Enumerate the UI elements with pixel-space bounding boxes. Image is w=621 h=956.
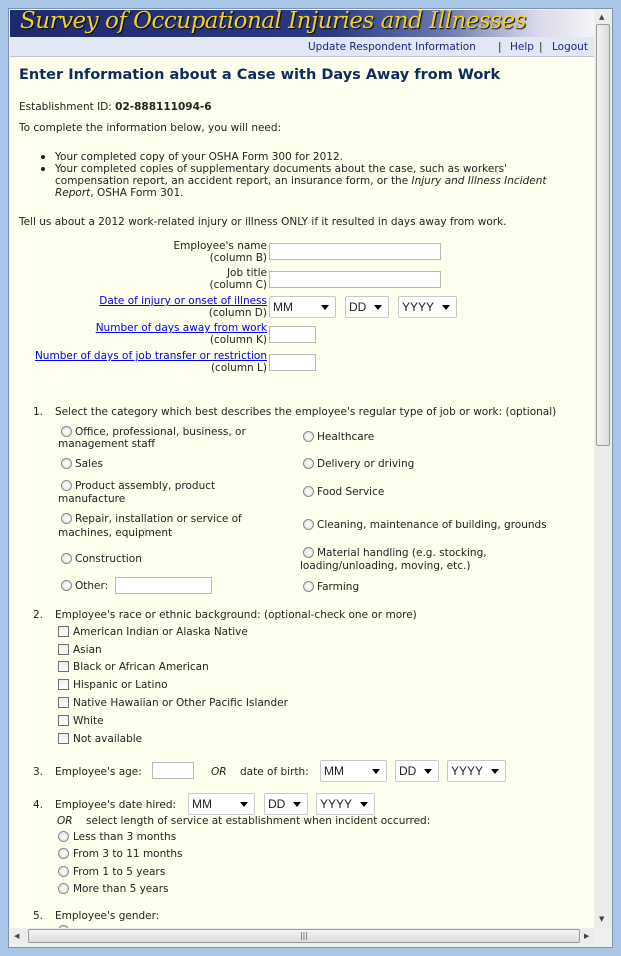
job-sales-radio[interactable] bbox=[61, 458, 72, 469]
question-number: 1. bbox=[33, 406, 44, 418]
nav-separator: | bbox=[539, 41, 543, 53]
bullet-item: Your completed copy of your OSHA Form 300 for 2012. bbox=[55, 151, 343, 163]
option-label: Product assembly, product bbox=[75, 480, 216, 492]
dob-year-select[interactable]: YYYY bbox=[447, 760, 506, 782]
horizontal-scroll-thumb[interactable]: ||| bbox=[28, 929, 580, 943]
option-label: More than 5 years bbox=[73, 883, 169, 895]
injury-month-select[interactable]: MM bbox=[269, 296, 336, 318]
job-delivery-radio[interactable] bbox=[303, 458, 314, 469]
option-label: Hispanic or Latino bbox=[73, 679, 168, 691]
injury-day-select[interactable]: DD bbox=[345, 296, 389, 318]
q3-text: Employee's age: bbox=[55, 766, 142, 778]
banner-title: Survey of Occupational Injuries and Illnesses bbox=[20, 10, 526, 34]
option-label: management staff bbox=[58, 438, 155, 450]
help-link[interactable]: Help bbox=[510, 41, 534, 53]
service-radio[interactable] bbox=[58, 866, 69, 877]
bullet-italic: Injury and Illness Incident bbox=[411, 175, 547, 187]
q1-text: Select the category which best describes the employee's regular type of job or work: (optional) bbox=[55, 406, 557, 418]
option-label: Material handling (e.g. stocking, bbox=[317, 547, 487, 559]
date-of-injury-link[interactable]: Date of injury or onset of illness bbox=[99, 295, 267, 307]
column-label: (column L) bbox=[210, 362, 267, 374]
option-label: White bbox=[73, 715, 104, 727]
hired-day-select[interactable]: DD bbox=[264, 793, 308, 815]
vertical-scrollbar[interactable] bbox=[595, 10, 611, 928]
scroll-down-icon[interactable]: ▼ bbox=[599, 915, 605, 923]
column-label: (column D) bbox=[208, 307, 267, 319]
race-checkbox[interactable] bbox=[58, 715, 69, 726]
scroll-right-icon[interactable]: ▶ bbox=[584, 932, 590, 940]
bullet-text: , OSHA Form 301. bbox=[90, 187, 184, 199]
option-label: Office, professional, business, or bbox=[75, 426, 246, 438]
race-checkbox[interactable] bbox=[58, 679, 69, 690]
question-number: 2. bbox=[33, 609, 44, 621]
job-farming-radio[interactable] bbox=[303, 581, 314, 592]
job-other-input[interactable] bbox=[115, 577, 212, 594]
option-label: Farming bbox=[317, 581, 360, 593]
option-label: Black or African American bbox=[73, 661, 209, 673]
option-label: manufacture bbox=[58, 493, 126, 505]
column-label: (column K) bbox=[209, 334, 267, 346]
bullet-italic: Report bbox=[55, 187, 91, 199]
option-label: American Indian or Alaska Native bbox=[73, 626, 248, 638]
job-title-label: Job title bbox=[226, 267, 267, 279]
employee-name-label: Employee's name bbox=[173, 240, 267, 252]
job-cleaning-radio[interactable] bbox=[303, 519, 314, 530]
days-transfer-input[interactable] bbox=[269, 354, 316, 371]
injury-year-select[interactable]: YYYY bbox=[398, 296, 457, 318]
logout-link[interactable]: Logout bbox=[552, 41, 588, 53]
dob-month-select[interactable]: MM bbox=[320, 760, 387, 782]
establishment-value: 02-888111094-6 bbox=[115, 101, 212, 113]
job-material-radio[interactable] bbox=[303, 547, 314, 558]
option-label: Food Service bbox=[317, 486, 385, 498]
q5-text: Employee's gender: bbox=[55, 910, 160, 922]
option-label: Healthcare bbox=[317, 431, 375, 443]
question-number: 5. bbox=[33, 910, 44, 922]
page-title: Enter Information about a Case with Days Away from Work bbox=[19, 67, 501, 83]
service-radio[interactable] bbox=[58, 883, 69, 894]
question-number: 4. bbox=[33, 799, 44, 811]
job-title-input[interactable] bbox=[269, 271, 441, 288]
job-other-radio[interactable] bbox=[61, 580, 72, 591]
q4-alt-text: select length of service at establishment when incident occurred: bbox=[86, 815, 431, 827]
scroll-left-icon[interactable]: ◀ bbox=[14, 932, 20, 940]
vertical-scroll-thumb[interactable] bbox=[596, 24, 610, 446]
option-label: Less than 3 months bbox=[73, 831, 177, 843]
horizontal-scrollbar[interactable] bbox=[10, 928, 595, 944]
banner bbox=[10, 10, 594, 37]
job-healthcare-radio[interactable] bbox=[303, 431, 314, 442]
race-checkbox[interactable] bbox=[58, 661, 69, 672]
column-label: (column C) bbox=[209, 279, 267, 291]
q4-text: Employee's date hired: bbox=[55, 799, 177, 811]
option-label: Other: bbox=[75, 580, 109, 592]
days-away-input[interactable] bbox=[269, 326, 316, 343]
bullet-icon bbox=[41, 167, 45, 171]
option-label: From 3 to 11 months bbox=[73, 848, 183, 860]
race-checkbox[interactable] bbox=[58, 733, 69, 744]
option-label: loading/unloading, moving, etc.) bbox=[300, 560, 471, 572]
scroll-up-icon[interactable]: ▲ bbox=[599, 13, 605, 21]
bullet-text: compensation report, an accident report, an insurance form, or the bbox=[55, 175, 412, 187]
service-radio[interactable] bbox=[58, 831, 69, 842]
option-label: machines, equipment bbox=[58, 527, 173, 539]
establishment-id bbox=[19, 101, 212, 113]
option-label: Cleaning, maintenance of building, grounds bbox=[317, 519, 547, 531]
race-checkbox[interactable] bbox=[58, 644, 69, 655]
job-construction-radio[interactable] bbox=[61, 553, 72, 564]
option-label: Sales bbox=[75, 458, 103, 470]
column-label: (column B) bbox=[209, 252, 267, 264]
age-input[interactable] bbox=[152, 762, 194, 779]
question-number: 3. bbox=[33, 766, 44, 778]
option-label: Construction bbox=[75, 553, 142, 565]
employee-name-input[interactable] bbox=[269, 243, 441, 260]
job-product-radio[interactable] bbox=[61, 480, 72, 491]
option-label: Native Hawaiian or Other Pacific Islander bbox=[73, 697, 288, 709]
nav-separator: | bbox=[498, 41, 502, 53]
job-office-radio[interactable] bbox=[61, 426, 72, 437]
hired-year-select[interactable]: YYYY bbox=[316, 793, 375, 815]
tell-us-text: Tell us about a 2012 work-related injury or illness ONLY if it resulted in days away from work. bbox=[19, 216, 507, 228]
bullet-icon bbox=[41, 155, 45, 159]
bullet-item-cont bbox=[55, 187, 183, 199]
intro-text: To complete the information below, you will need: bbox=[19, 122, 282, 134]
top-nav bbox=[10, 37, 594, 57]
race-checkbox[interactable] bbox=[58, 697, 69, 708]
or-text: OR bbox=[211, 766, 227, 778]
or-text: OR bbox=[57, 815, 73, 827]
update-respondent-link[interactable]: Update Respondent Information bbox=[308, 41, 476, 53]
page-viewport bbox=[10, 10, 594, 928]
service-radio[interactable] bbox=[58, 848, 69, 859]
dob-label: date of birth: bbox=[240, 766, 309, 778]
establishment-label: Establishment ID: bbox=[19, 101, 112, 113]
race-checkbox[interactable] bbox=[58, 626, 69, 637]
days-transfer-link[interactable]: Number of days of job transfer or restriction bbox=[34, 350, 267, 362]
option-label: Not available bbox=[73, 733, 143, 745]
option-label: Repair, installation or service of bbox=[75, 513, 242, 525]
bullet-item: Your completed copies of supplementary documents about the case, such as workers' bbox=[55, 163, 508, 175]
q2-text: Employee's race or ethnic background: (optional-check one or more) bbox=[55, 609, 417, 621]
option-label: From 1 to 5 years bbox=[73, 866, 166, 878]
days-away-link[interactable]: Number of days away from work bbox=[95, 322, 267, 334]
bullet-item-cont bbox=[55, 175, 546, 187]
option-label: Delivery or driving bbox=[317, 458, 415, 470]
dob-day-select[interactable]: DD bbox=[395, 760, 439, 782]
job-repair-radio[interactable] bbox=[61, 513, 72, 524]
job-food-radio[interactable] bbox=[303, 486, 314, 497]
hired-month-select[interactable]: MM bbox=[188, 793, 255, 815]
option-label: Asian bbox=[73, 644, 102, 656]
